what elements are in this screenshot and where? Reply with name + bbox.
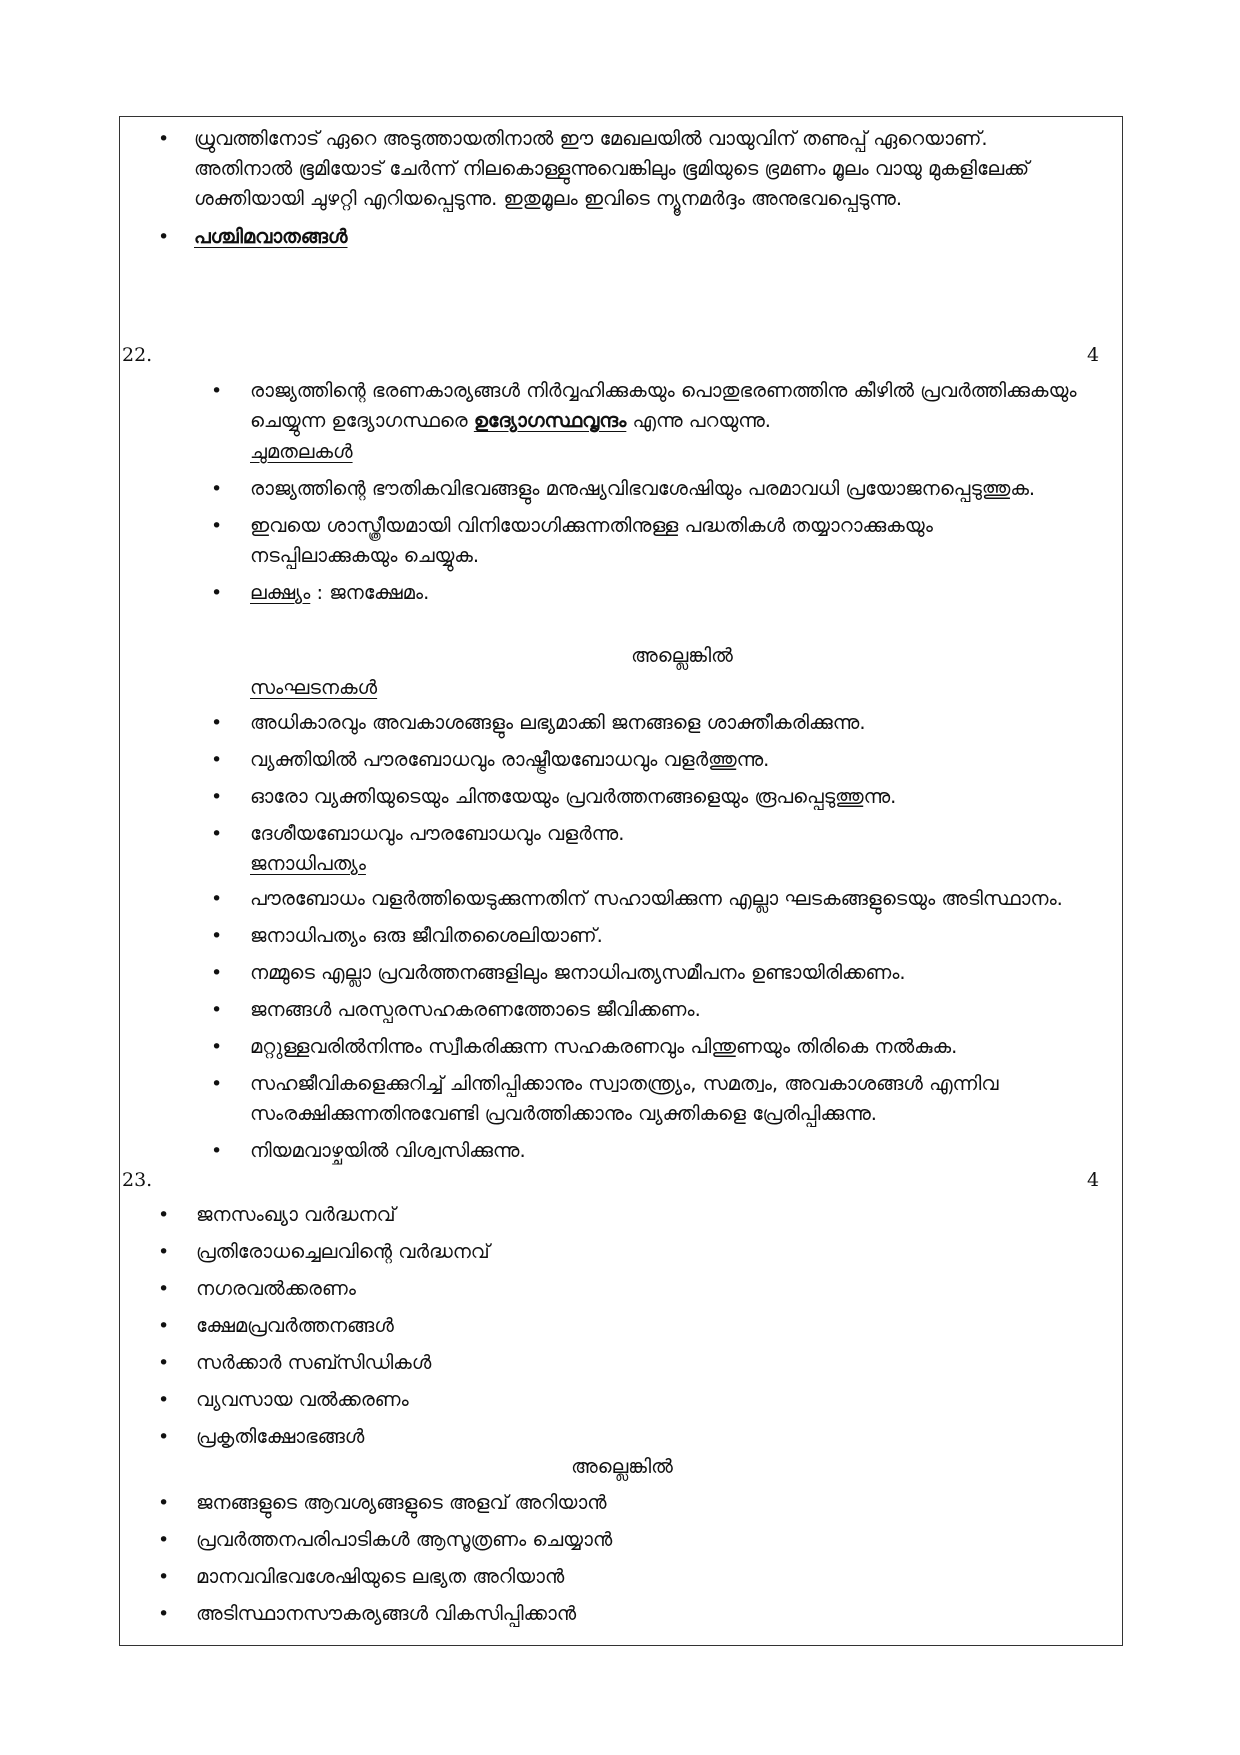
q22-dem-item-2: ജനാധിപത്യം ഒരു ജീവിതശൈലിയാണ്. <box>250 924 603 947</box>
q22-goal <box>250 578 429 608</box>
bullet: • <box>211 515 223 537</box>
bullet: • <box>158 128 170 150</box>
q22-dem-item-6-line2: സംരക്ഷിക്കുന്നതിനുവേണ്ടി പ്രവർത്തിക്കാനും വ്യക്തികളെ പ്രേരിപ്പിക്കുന്നു. <box>250 1102 877 1125</box>
bullet: • <box>158 1352 170 1374</box>
q23-alt-item-4: അടിസ്ഥാനസൗകര്യങ്ങൾ വികസിപ്പിക്കാൻ <box>196 1602 577 1625</box>
bullet: • <box>211 925 223 947</box>
q23-or-divider: അല്ലെങ്കിൽ <box>571 1455 673 1478</box>
q22-dem-item-5: മറ്റുള്ളവരിൽനിന്നും സ്വീകരിക്കുന്ന സഹകരണവും പിന്തുണയും തിരികെ നൽകുക. <box>250 1035 958 1058</box>
q23-item-6: വ്യവസായ വൽക്കരണം <box>196 1388 409 1411</box>
q22-org-item-3: ഓരോ വ്യക്തിയുടെയും ചിന്തയേയും പ്രവർത്തനങ്ങളെയും രൂപപ്പെടുത്തുന്നു. <box>250 785 897 808</box>
bullet: • <box>211 1140 223 1162</box>
marks-22: 4 <box>1087 344 1100 366</box>
bullet: • <box>158 1492 170 1514</box>
bullet: • <box>158 1315 170 1337</box>
q22-duties-heading: ചുമതലകൾ <box>250 440 353 463</box>
question-number-23: 23. <box>122 1169 153 1191</box>
bullet: • <box>211 1036 223 1058</box>
marks-23: 4 <box>1087 1169 1100 1191</box>
q22-org-item-2: വ്യക്തിയിൽ പൗരബോധവും രാഷ്ട്രീയബോധവും വളർത്തുന്നു. <box>250 748 770 771</box>
q22-intro-line1: രാജ്യത്തിന്റെ ഭരണകാര്യങ്ങൾ നിർവ്വഹിക്കുകയും പൊതുഭരണത്തിനു കീഴിൽ പ്രവർത്തിക്കുകയും <box>250 379 1077 402</box>
q23-item-7: പ്രകൃതിക്ഷോഭങ്ങൾ <box>196 1425 365 1448</box>
bullet: • <box>211 582 223 604</box>
bullet: • <box>158 226 170 248</box>
bullet: • <box>211 380 223 402</box>
bullet: • <box>211 888 223 910</box>
q22-dem-item-7: നിയമവാഴ്ചയിൽ വിശ്വസിക്കുന്നു. <box>250 1139 526 1162</box>
q22-or-divider: അല്ലെങ്കിൽ <box>631 644 733 667</box>
q21-bullet1-line2: അതിനാൽ ഭൂമിയോട് ചേർന്ന് നിലകൊള്ളുന്നുവെങ്കിലും ഭൂമിയുടെ ഭ്രമണം മൂലം വായു മുകളിലേക്ക് <box>194 157 1030 180</box>
bullet: • <box>211 823 223 845</box>
bullet: • <box>211 749 223 771</box>
bullet: • <box>158 1278 170 1300</box>
bullet: • <box>158 1529 170 1551</box>
q22-dem-item-1: പൗരബോധം വളർത്തിയെടുക്കുന്നതിന് സഹായിക്കുന്ന എല്ലാ ഘടകങ്ങളുടെയും അടിസ്ഥാനം. <box>250 887 1063 910</box>
bullet: • <box>158 1241 170 1263</box>
q23-item-2: പ്രതിരോധച്ചെലവിന്റെ വർദ്ധനവ് <box>196 1240 490 1263</box>
q23-item-1: ജനസംഖ്യാ വർദ്ധനവ് <box>196 1203 396 1226</box>
bullet: • <box>211 1073 223 1095</box>
q22-dem-item-6-line1: സഹജീവികളെക്കുറിച്ച് ചിന്തിപ്പിക്കാനും സ്വാതന്ത്ര്യം, സമത്വം, അവകാശങ്ങൾ എന്നിവ <box>250 1072 999 1095</box>
bullet: • <box>158 1603 170 1625</box>
q23-item-5: സർക്കാർ സബ്സിഡികൾ <box>196 1351 432 1374</box>
q22-intro-line2 <box>250 406 771 436</box>
bullet: • <box>158 1389 170 1411</box>
q22-goal-label: ലക്ഷ്യം <box>250 581 311 604</box>
q22-duty-1: രാജ്യത്തിന്റെ ഭൗതികവിഭവങ്ങളും മനുഷ്യവിഭവശേഷിയും പരമാവധി പ്രയോജനപ്പെടുത്തുക. <box>250 477 1036 500</box>
bullet: • <box>158 1204 170 1226</box>
q22-org-item-4: ദേശീയബോധവും പൗരബോധവും വളർന്നു. <box>250 822 625 845</box>
q22-democracy-heading: ജനാധിപത്യം <box>250 852 366 875</box>
q23-alt-item-2: പ്രവർത്തനപരിപാടികൾ ആസൂത്രണം ചെയ്യാൻ <box>196 1528 613 1551</box>
q21-bullet1-line3: ശക്തിയായി ചുഴറ്റി എറിയപ്പെടുന്നു. ഇതുമൂലം ഇവിടെ ന്യൂനമർദ്ദം അനുഭവപ്പെടുന്നു. <box>194 187 903 210</box>
q22-bureaucracy-term: ഉദ്യോഗസ്ഥവൃന്ദം <box>473 409 627 432</box>
q23-alt-item-3: മാനവവിഭവശേഷിയുടെ ലഭ്യത അറിയാൻ <box>196 1565 565 1588</box>
q21-westerlies-heading: പശ്ചിമവാതങ്ങൾ <box>194 225 348 248</box>
q22-intro-line2-post: എന്നു പറയുന്നു. <box>626 409 772 432</box>
q22-duty-2-line1: ഇവയെ ശാസ്ത്രീയമായി വിനിയോഗിക്കുന്നതിനുള്ള പദ്ധതികൾ തയ്യാറാക്കുകയും <box>250 514 933 537</box>
q23-alt-item-1: ജനങ്ങളുടെ ആവശ്യങ്ങളുടെ അളവ് അറിയാൻ <box>196 1491 607 1514</box>
q22-duty-2-line2: നടപ്പിലാക്കുകയും ചെയ്യുക. <box>250 544 480 567</box>
q23-item-4: ക്ഷേമപ്രവർത്തനങ്ങൾ <box>196 1314 394 1337</box>
q22-org-item-1: അധികാരവും അവകാശങ്ങളും ലഭ്യമാക്കി ജനങ്ങളെ ശാക്തീകരിക്കുന്നു. <box>250 711 866 734</box>
bullet: • <box>211 962 223 984</box>
q22-intro-line2-pre: ചെയ്യുന്ന ഉദ്യോഗസ്ഥരെ <box>250 409 474 432</box>
q22-goal-text: : ജനക്ഷേമം. <box>310 581 430 604</box>
question-number-22: 22. <box>122 344 153 366</box>
bullet: • <box>211 999 223 1021</box>
q22-dem-item-4: ജനങ്ങൾ പരസ്പരസഹകരണത്തോടെ ജീവിക്കണം. <box>250 998 701 1021</box>
bullet: • <box>211 712 223 734</box>
bullet: • <box>158 1566 170 1588</box>
q22-organisations-heading: സംഘടനകൾ <box>250 676 378 699</box>
answer-key-frame <box>119 116 1123 1646</box>
q21-bullet1-line1: ധ്രുവത്തിനോട് ഏറെ അടുത്തായതിനാൽ ഈ മേഖലയിൽ വായുവിന് തണുപ്പ് ഏറെയാണ്. <box>194 127 988 150</box>
q22-dem-item-3: നമ്മുടെ എല്ലാ പ്രവർത്തനങ്ങളിലും ജനാധിപത്യസമീപനം ഉണ്ടായിരിക്കണം. <box>250 961 906 984</box>
q23-item-3: നഗരവൽക്കരണം <box>196 1277 356 1300</box>
bullet: • <box>158 1426 170 1448</box>
bullet: • <box>211 478 223 500</box>
bullet: • <box>211 786 223 808</box>
